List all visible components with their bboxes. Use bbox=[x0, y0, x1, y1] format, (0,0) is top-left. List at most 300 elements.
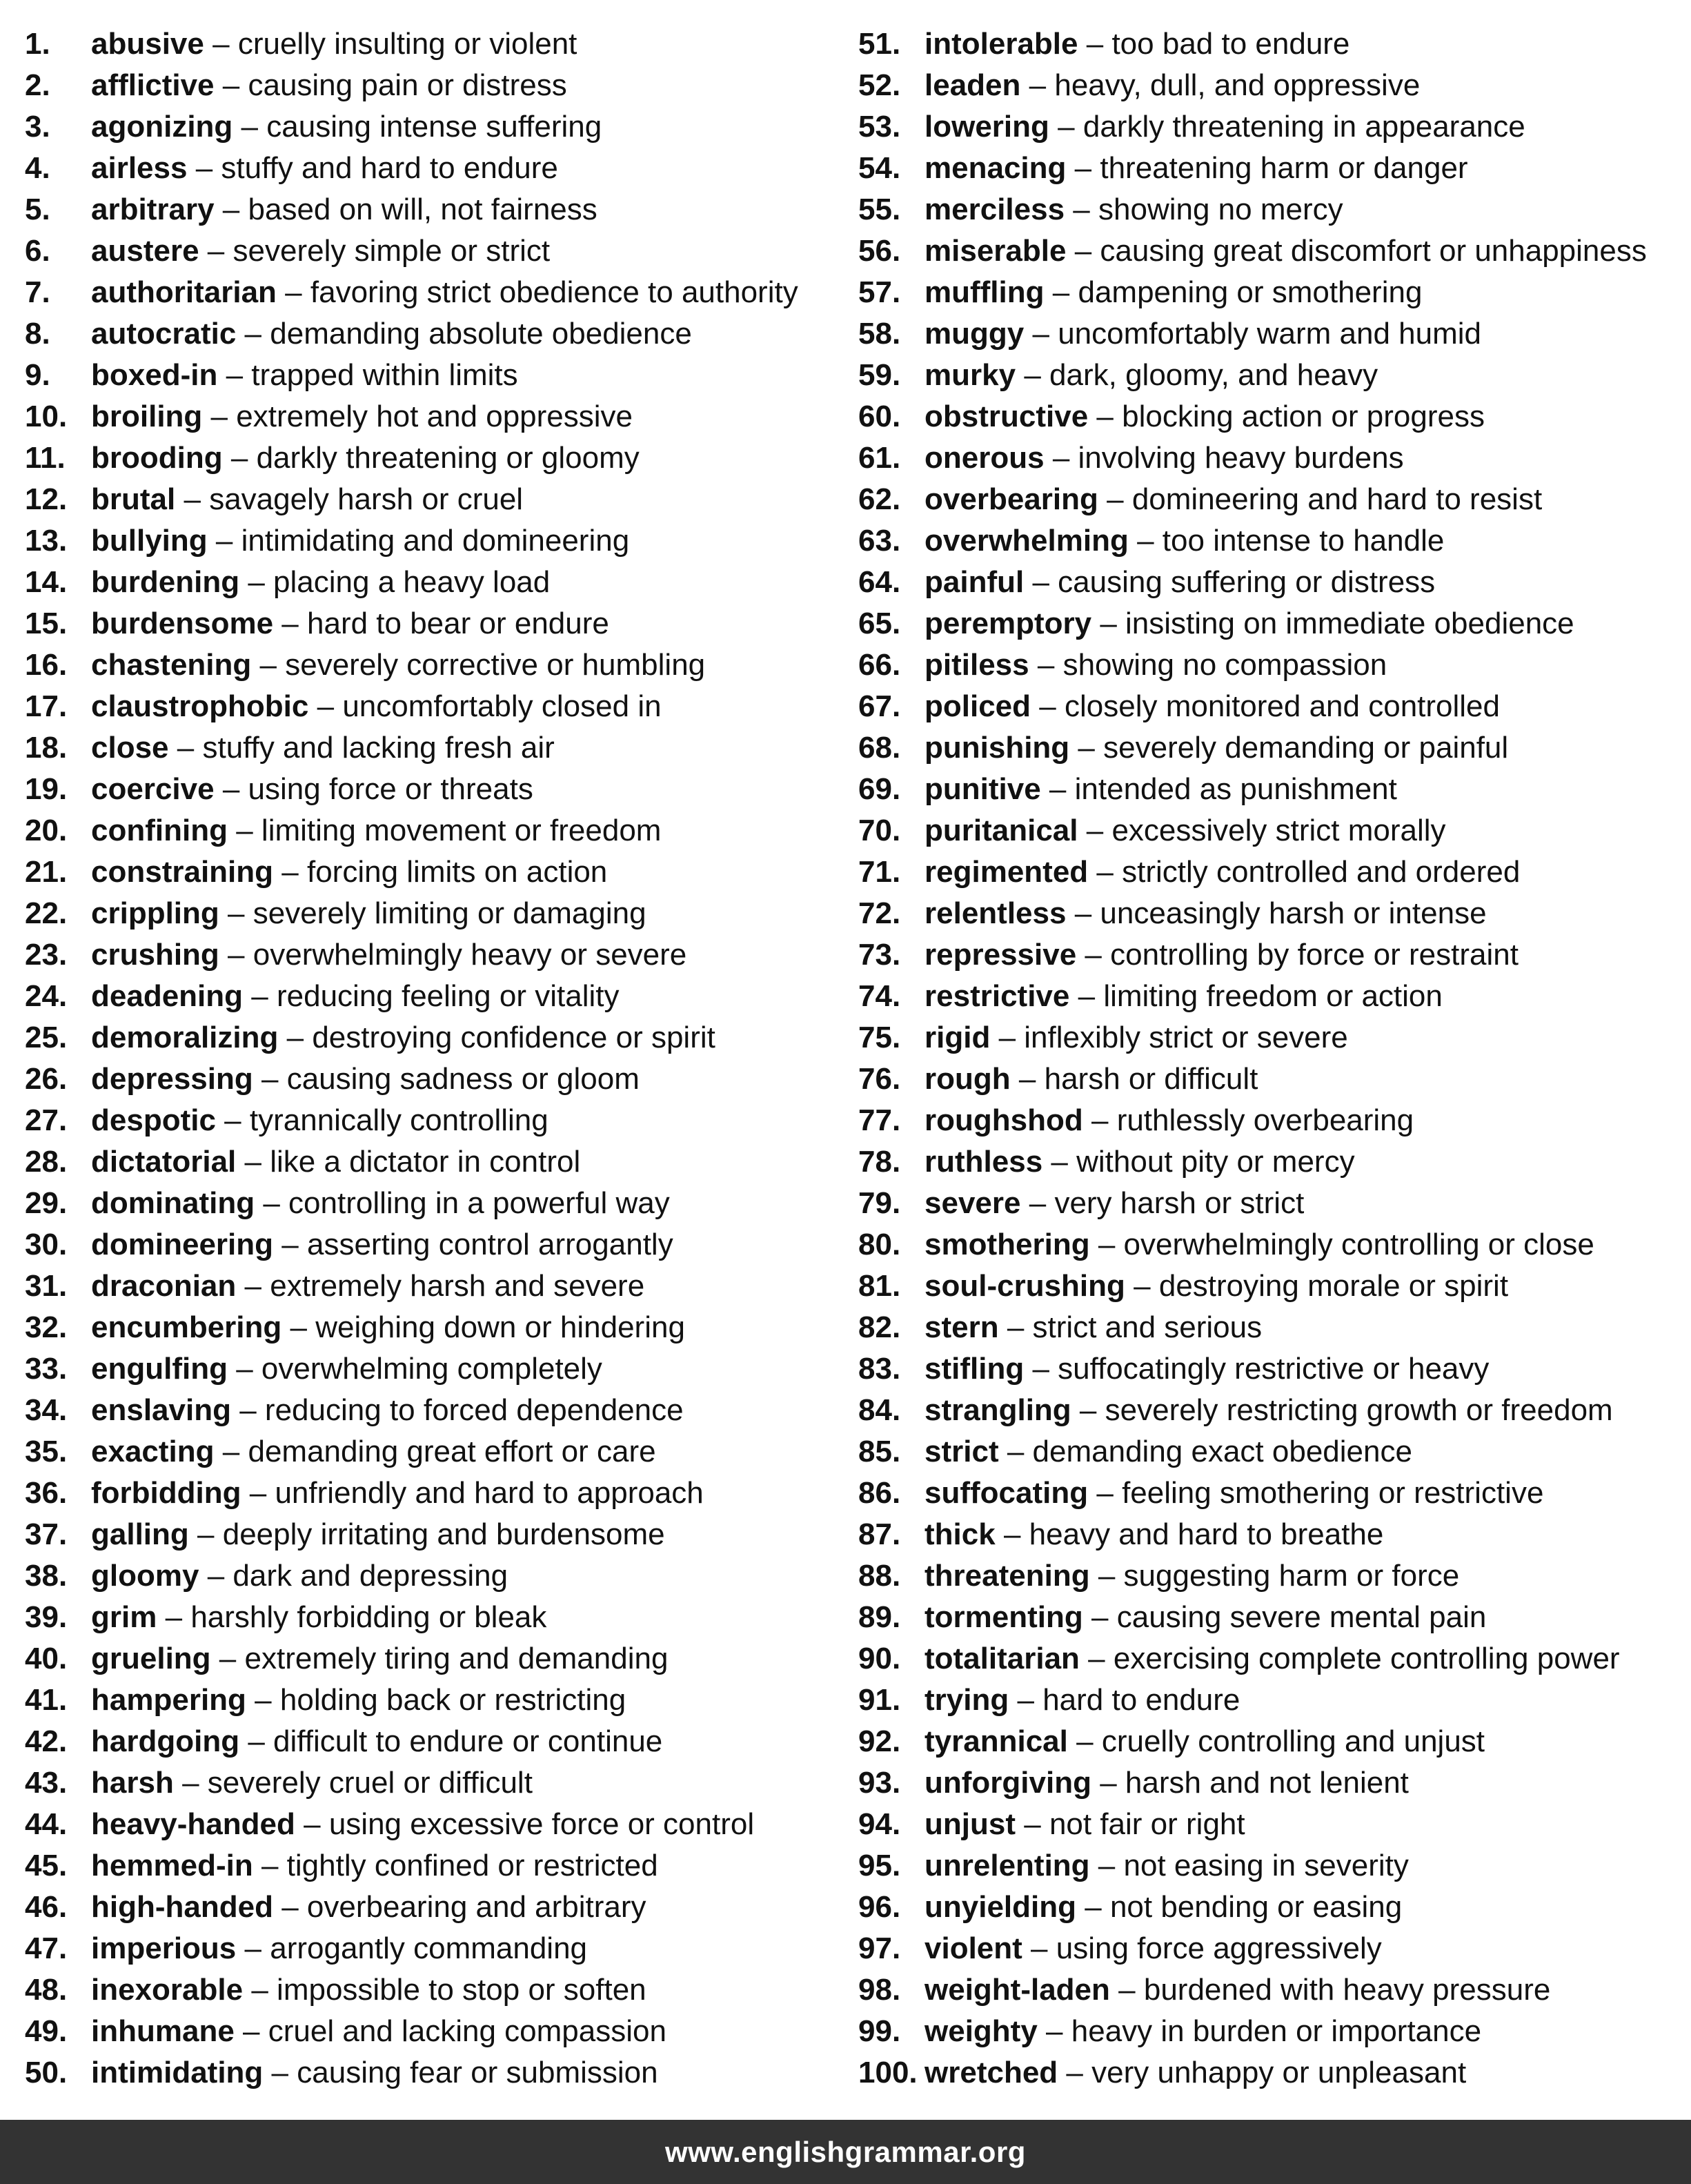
entry-definition: overbearing and arbitrary bbox=[306, 1890, 646, 1924]
entry-separator: – bbox=[1078, 979, 1096, 1013]
entry-word: strangling bbox=[924, 1393, 1071, 1427]
entry-separator: – bbox=[219, 1642, 237, 1675]
entry-word: chastening bbox=[91, 648, 252, 682]
entry-word: brooding bbox=[91, 441, 223, 475]
entry-separator: – bbox=[228, 896, 245, 930]
entry-separator: – bbox=[222, 193, 240, 226]
entry-definition: savagely harsh or cruel bbox=[209, 482, 524, 516]
entry-word: engulfing bbox=[91, 1352, 228, 1386]
entry-word: obstructive bbox=[924, 400, 1089, 433]
list-item bbox=[25, 893, 853, 934]
entry-word: grim bbox=[91, 1600, 157, 1634]
entry-separator: – bbox=[263, 1186, 280, 1220]
entry-definition: tightly confined or restricted bbox=[286, 1849, 658, 1882]
entry-separator: – bbox=[210, 400, 228, 433]
entry-number: 37. bbox=[25, 1517, 68, 1551]
entry-number: 47. bbox=[25, 1931, 68, 1965]
entry-number: 44. bbox=[25, 1807, 68, 1841]
entry-number: 35. bbox=[25, 1435, 68, 1468]
list-item bbox=[858, 1473, 1686, 1514]
list-item bbox=[858, 1638, 1686, 1680]
entry-number: 50. bbox=[25, 2056, 68, 2089]
entry-word: unjust bbox=[924, 1807, 1016, 1841]
entry-word: repressive bbox=[924, 938, 1077, 972]
list-item bbox=[25, 976, 853, 1017]
entry-separator: – bbox=[261, 1062, 279, 1096]
list-item bbox=[858, 686, 1686, 727]
entry-word: airless bbox=[91, 151, 188, 185]
entry-definition: severely restricting growth or freedom bbox=[1105, 1393, 1613, 1427]
entry-number: 1. bbox=[25, 27, 50, 61]
list-item bbox=[858, 520, 1686, 562]
entry-word: restrictive bbox=[924, 979, 1070, 1013]
entry-definition: harsh or difficult bbox=[1044, 1062, 1258, 1096]
entry-number: 6. bbox=[25, 234, 50, 268]
entry-definition: causing intense suffering bbox=[266, 110, 602, 144]
entry-word: despotic bbox=[91, 1103, 216, 1137]
list-item bbox=[25, 769, 853, 810]
list-item bbox=[25, 934, 853, 976]
entry-number: 77. bbox=[858, 1103, 901, 1137]
entry-number: 32. bbox=[25, 1310, 68, 1344]
entry-separator: – bbox=[222, 772, 240, 806]
entry-separator: – bbox=[271, 2056, 289, 2089]
entry-separator: – bbox=[1098, 1228, 1116, 1261]
entry-word: agonizing bbox=[91, 110, 233, 144]
entry-word: crippling bbox=[91, 896, 219, 930]
entry-number: 17. bbox=[25, 689, 68, 723]
entry-separator: – bbox=[215, 524, 233, 558]
entry-definition: uncomfortably closed in bbox=[342, 689, 662, 723]
entry-separator: – bbox=[207, 1559, 225, 1593]
entry-number: 87. bbox=[858, 1517, 901, 1551]
entry-definition: darkly threatening in appearance bbox=[1082, 110, 1525, 144]
entry-number: 74. bbox=[858, 979, 901, 1013]
entry-definition: without pity or mercy bbox=[1076, 1145, 1355, 1179]
entry-word: unforgiving bbox=[924, 1766, 1091, 1800]
entry-definition: strict and serious bbox=[1032, 1310, 1263, 1344]
entry-number: 22. bbox=[25, 896, 68, 930]
entry-separator: – bbox=[236, 814, 253, 847]
list-item bbox=[858, 645, 1686, 686]
entry-separator: – bbox=[1031, 1931, 1048, 1965]
entry-definition: demanding absolute obedience bbox=[270, 317, 692, 351]
list-item bbox=[25, 1845, 853, 1887]
entry-definition: uncomfortably warm and humid bbox=[1058, 317, 1482, 351]
entry-definition: unceasingly harsh or intense bbox=[1100, 896, 1487, 930]
footer-url[interactable]: www.englishgrammar.org bbox=[665, 2135, 1026, 2168]
entry-separator: – bbox=[1017, 1683, 1034, 1717]
entry-definition: destroying morale or spirit bbox=[1158, 1269, 1509, 1303]
entry-number: 14. bbox=[25, 565, 68, 599]
entry-separator: – bbox=[1074, 896, 1092, 930]
list-item bbox=[25, 313, 853, 355]
list-item bbox=[858, 396, 1686, 437]
entry-separator: – bbox=[1007, 1435, 1025, 1468]
entry-word: domineering bbox=[91, 1228, 274, 1261]
entry-definition: threatening harm or danger bbox=[1100, 151, 1468, 185]
list-item bbox=[25, 1597, 853, 1638]
entry-number: 59. bbox=[858, 358, 901, 392]
entry-definition: using excessive force or control bbox=[328, 1807, 755, 1841]
entry-separator: – bbox=[165, 1600, 183, 1634]
list-item bbox=[858, 852, 1686, 893]
entry-definition: controlling in a powerful way bbox=[288, 1186, 670, 1220]
entry-definition: severely corrective or humbling bbox=[285, 648, 706, 682]
entry-number: 66. bbox=[858, 648, 901, 682]
entry-separator: – bbox=[1049, 772, 1067, 806]
list-item bbox=[858, 1059, 1686, 1100]
entry-number: 38. bbox=[25, 1559, 68, 1593]
entry-number: 55. bbox=[858, 193, 901, 226]
entry-separator: – bbox=[1078, 731, 1095, 765]
list-item bbox=[25, 437, 853, 479]
list-item bbox=[858, 1307, 1686, 1348]
entry-separator: – bbox=[290, 1310, 307, 1344]
entry-word: burdening bbox=[91, 565, 240, 599]
entry-definition: tyrannically controlling bbox=[249, 1103, 548, 1137]
entry-word: arbitrary bbox=[91, 193, 215, 226]
entry-word: draconian bbox=[91, 1269, 237, 1303]
entry-separator: – bbox=[1076, 1724, 1094, 1758]
entry-number: 72. bbox=[858, 896, 901, 930]
entry-number: 68. bbox=[858, 731, 901, 765]
entry-word: exacting bbox=[91, 1435, 215, 1468]
entry-separator: – bbox=[241, 110, 259, 144]
entry-number: 84. bbox=[858, 1393, 901, 1427]
entry-word: constraining bbox=[91, 855, 274, 889]
entry-definition: showing no compassion bbox=[1062, 648, 1387, 682]
entry-number: 12. bbox=[25, 482, 68, 516]
entry-number: 16. bbox=[25, 648, 68, 682]
entry-definition: severely demanding or painful bbox=[1103, 731, 1509, 765]
entry-definition: closely monitored and controlled bbox=[1064, 689, 1501, 723]
entry-separator: – bbox=[281, 855, 299, 889]
entry-word: violent bbox=[924, 1931, 1022, 1965]
list-item bbox=[858, 934, 1686, 976]
list-item bbox=[858, 230, 1686, 272]
entry-word: stifling bbox=[924, 1352, 1025, 1386]
entry-separator: – bbox=[281, 1890, 299, 1924]
entry-word: authoritarian bbox=[91, 275, 277, 309]
entry-word: thick bbox=[924, 1517, 996, 1551]
entry-word: smothering bbox=[924, 1228, 1090, 1261]
list-item bbox=[25, 562, 853, 603]
entry-separator: – bbox=[222, 68, 240, 102]
entry-word: hardgoing bbox=[91, 1724, 240, 1758]
entry-number: 65. bbox=[858, 607, 901, 640]
list-item bbox=[25, 1473, 853, 1514]
list-item bbox=[25, 1804, 853, 1845]
entry-number: 13. bbox=[25, 524, 68, 558]
list-item bbox=[25, 1390, 853, 1431]
word-list-column-right bbox=[858, 23, 1686, 2094]
entry-definition: reducing feeling or vitality bbox=[276, 979, 620, 1013]
entry-separator: – bbox=[1029, 1186, 1047, 1220]
entry-definition: intimidating and domineering bbox=[241, 524, 630, 558]
list-item bbox=[858, 65, 1686, 106]
list-item bbox=[858, 437, 1686, 479]
list-item bbox=[25, 1017, 853, 1059]
word-list-column-left bbox=[25, 23, 853, 2094]
list-item bbox=[858, 1804, 1686, 1845]
entry-definition: trapped within limits bbox=[251, 358, 518, 392]
entry-separator: – bbox=[286, 1021, 304, 1054]
entry-definition: causing severe mental pain bbox=[1116, 1600, 1487, 1634]
list-item bbox=[858, 1597, 1686, 1638]
entry-number: 60. bbox=[858, 400, 901, 433]
entry-separator: – bbox=[248, 1724, 265, 1758]
entry-definition: severely cruel or difficult bbox=[207, 1766, 533, 1800]
entry-word: dictatorial bbox=[91, 1145, 237, 1179]
entry-separator: – bbox=[1100, 1766, 1117, 1800]
entry-definition: asserting control arrogantly bbox=[306, 1228, 673, 1261]
list-item bbox=[858, 1183, 1686, 1224]
entry-number: 54. bbox=[858, 151, 901, 185]
list-item bbox=[858, 1141, 1686, 1183]
entry-separator: – bbox=[998, 1021, 1016, 1054]
entry-word: austere bbox=[91, 234, 199, 268]
entry-separator: – bbox=[1052, 441, 1070, 475]
entry-definition: dark, gloomy, and heavy bbox=[1049, 358, 1378, 392]
entry-word: unrelenting bbox=[924, 1849, 1090, 1882]
entry-separator: – bbox=[1079, 1393, 1097, 1427]
entry-definition: based on will, not fairness bbox=[248, 193, 597, 226]
entry-word: inexorable bbox=[91, 1973, 244, 2007]
entry-definition: stuffy and lacking fresh air bbox=[202, 731, 555, 765]
entry-definition: ruthlessly overbearing bbox=[1116, 1103, 1414, 1137]
list-item bbox=[25, 1762, 853, 1804]
list-item bbox=[858, 1348, 1686, 1390]
entry-number: 62. bbox=[858, 482, 901, 516]
entry-definition: demanding great effort or care bbox=[248, 1435, 656, 1468]
entry-word: miserable bbox=[924, 234, 1067, 268]
entry-word: peremptory bbox=[924, 607, 1092, 640]
entry-separator: – bbox=[317, 689, 335, 723]
entry-separator: – bbox=[243, 2014, 260, 2048]
entry-definition: stuffy and hard to endure bbox=[221, 151, 558, 185]
entry-definition: dark and depressing bbox=[233, 1559, 508, 1593]
entry-separator: – bbox=[222, 1435, 240, 1468]
entry-definition: suffocatingly restrictive or heavy bbox=[1058, 1352, 1490, 1386]
entry-number: 9. bbox=[25, 358, 50, 392]
entry-number: 69. bbox=[858, 772, 901, 806]
list-item bbox=[25, 1514, 853, 1555]
entry-word: close bbox=[91, 731, 169, 765]
entry-word: intolerable bbox=[924, 27, 1078, 61]
list-item bbox=[25, 686, 853, 727]
list-item bbox=[25, 1348, 853, 1390]
entry-separator: – bbox=[1007, 1310, 1025, 1344]
entry-definition: not fair or right bbox=[1049, 1807, 1245, 1841]
list-item bbox=[858, 106, 1686, 148]
entry-definition: severely simple or strict bbox=[233, 234, 551, 268]
entry-word: wretched bbox=[924, 2056, 1058, 2089]
list-item bbox=[858, 810, 1686, 852]
entry-separator: – bbox=[1096, 855, 1114, 889]
entry-definition: not bending or easing bbox=[1109, 1890, 1403, 1924]
entry-definition: heavy and hard to breathe bbox=[1029, 1517, 1384, 1551]
entry-separator: – bbox=[1029, 68, 1047, 102]
entry-definition: overwhelmingly controlling or close bbox=[1123, 1228, 1594, 1261]
list-item bbox=[25, 1638, 853, 1680]
list-item bbox=[25, 2011, 853, 2052]
entry-separator: – bbox=[1137, 524, 1154, 558]
entry-separator: – bbox=[1098, 1559, 1116, 1593]
entry-word: crushing bbox=[91, 938, 219, 972]
entry-number: 82. bbox=[858, 1310, 901, 1344]
entry-separator: – bbox=[304, 1807, 321, 1841]
entry-separator: – bbox=[255, 1683, 272, 1717]
list-item bbox=[858, 1555, 1686, 1597]
entry-definition: limiting freedom or action bbox=[1103, 979, 1443, 1013]
entry-separator: – bbox=[1091, 1103, 1109, 1137]
entry-separator: – bbox=[212, 27, 230, 61]
entry-number: 81. bbox=[858, 1269, 901, 1303]
entry-number: 94. bbox=[858, 1807, 901, 1841]
list-item bbox=[25, 1969, 853, 2011]
entry-definition: harsh and not lenient bbox=[1125, 1766, 1409, 1800]
entry-number: 70. bbox=[858, 814, 901, 847]
entry-number: 36. bbox=[25, 1476, 68, 1510]
list-item bbox=[858, 562, 1686, 603]
entry-word: intimidating bbox=[91, 2056, 264, 2089]
entry-word: gloomy bbox=[91, 1559, 199, 1593]
list-item bbox=[858, 1721, 1686, 1762]
entry-number: 97. bbox=[858, 1931, 901, 1965]
entry-definition: cruelly insulting or violent bbox=[237, 27, 577, 61]
entry-definition: burdened with heavy pressure bbox=[1143, 1973, 1551, 2007]
entry-separator: – bbox=[244, 317, 262, 351]
entry-definition: severely limiting or damaging bbox=[253, 896, 646, 930]
list-item bbox=[858, 1390, 1686, 1431]
entry-number: 5. bbox=[25, 193, 50, 226]
entry-number: 78. bbox=[858, 1145, 901, 1179]
list-item bbox=[25, 1100, 853, 1141]
entry-word: unyielding bbox=[924, 1890, 1076, 1924]
footer-bar bbox=[0, 2120, 1691, 2184]
entry-number: 95. bbox=[858, 1849, 901, 1882]
entry-definition: strictly controlled and ordered bbox=[1122, 855, 1521, 889]
entry-word: weighty bbox=[924, 2014, 1038, 2048]
entry-separator: – bbox=[1032, 317, 1049, 351]
entry-separator: – bbox=[228, 938, 245, 972]
list-item bbox=[858, 1100, 1686, 1141]
entry-definition: involving heavy burdens bbox=[1078, 441, 1404, 475]
entry-definition: extremely harsh and severe bbox=[270, 1269, 645, 1303]
list-item bbox=[858, 1969, 1686, 2011]
list-item bbox=[25, 1721, 853, 1762]
entry-word: roughshod bbox=[924, 1103, 1083, 1137]
entry-definition: very harsh or strict bbox=[1054, 1186, 1305, 1220]
entry-number: 40. bbox=[25, 1642, 68, 1675]
entry-separator: – bbox=[1100, 607, 1117, 640]
entry-number: 56. bbox=[858, 234, 901, 268]
entry-separator: – bbox=[244, 1145, 261, 1179]
entry-definition: using force aggressively bbox=[1056, 1931, 1382, 1965]
list-item bbox=[858, 603, 1686, 645]
list-item bbox=[25, 479, 853, 520]
list-item bbox=[858, 893, 1686, 934]
entry-word: severe bbox=[924, 1186, 1021, 1220]
entry-definition: harshly forbidding or bleak bbox=[190, 1600, 547, 1634]
entry-number: 23. bbox=[25, 938, 68, 972]
list-item bbox=[858, 479, 1686, 520]
list-item bbox=[25, 645, 853, 686]
entry-word: brutal bbox=[91, 482, 176, 516]
entry-definition: demanding exact obedience bbox=[1032, 1435, 1412, 1468]
list-item bbox=[25, 272, 853, 313]
entry-definition: arrogantly commanding bbox=[270, 1931, 588, 1965]
list-item bbox=[25, 1266, 853, 1307]
entry-separator: – bbox=[1066, 2056, 1083, 2089]
list-item bbox=[858, 313, 1686, 355]
entry-word: pitiless bbox=[924, 648, 1029, 682]
entry-separator: – bbox=[230, 441, 248, 475]
entry-word: merciless bbox=[924, 193, 1065, 226]
entry-separator: – bbox=[251, 1973, 268, 2007]
entry-word: imperious bbox=[91, 1931, 237, 1965]
entry-word: strict bbox=[924, 1435, 999, 1468]
entry-separator: – bbox=[195, 151, 213, 185]
entry-separator: – bbox=[1024, 358, 1041, 392]
entry-word: weight-laden bbox=[924, 1973, 1110, 2007]
entry-definition: very unhappy or unpleasant bbox=[1091, 2056, 1467, 2089]
entry-word: policed bbox=[924, 689, 1031, 723]
entry-word: onerous bbox=[924, 441, 1045, 475]
list-item bbox=[858, 1266, 1686, 1307]
list-item bbox=[858, 1762, 1686, 1804]
entry-word: overwhelming bbox=[924, 524, 1129, 558]
entry-separator: – bbox=[285, 275, 302, 309]
entry-separator: – bbox=[1086, 27, 1104, 61]
entry-definition: too intense to handle bbox=[1162, 524, 1445, 558]
entry-number: 89. bbox=[858, 1600, 901, 1634]
entry-word: stern bbox=[924, 1310, 999, 1344]
entry-number: 27. bbox=[25, 1103, 68, 1137]
list-item bbox=[858, 1887, 1686, 1928]
entry-separator: – bbox=[1003, 1517, 1021, 1551]
list-item bbox=[858, 1431, 1686, 1473]
list-item bbox=[858, 727, 1686, 769]
entry-separator: – bbox=[281, 1228, 299, 1261]
list-item bbox=[25, 603, 853, 645]
entry-word: encumbering bbox=[91, 1310, 282, 1344]
list-item bbox=[25, 1141, 853, 1183]
list-item bbox=[25, 1680, 853, 1721]
entry-separator: – bbox=[1118, 1973, 1136, 2007]
entry-number: 33. bbox=[25, 1352, 68, 1386]
entry-separator: – bbox=[224, 1103, 241, 1137]
entry-number: 46. bbox=[25, 1890, 68, 1924]
list-item bbox=[25, 355, 853, 396]
entry-definition: domineering and hard to resist bbox=[1131, 482, 1543, 516]
entry-definition: controlling by force or restraint bbox=[1110, 938, 1519, 972]
entry-word: abusive bbox=[91, 27, 204, 61]
list-item bbox=[25, 852, 853, 893]
entry-number: 57. bbox=[858, 275, 901, 309]
entry-definition: causing suffering or distress bbox=[1058, 565, 1436, 599]
entry-number: 51. bbox=[858, 27, 901, 61]
entry-number: 31. bbox=[25, 1269, 68, 1303]
entry-number: 88. bbox=[858, 1559, 901, 1593]
entry-number: 96. bbox=[858, 1890, 901, 1924]
entry-word: enslaving bbox=[91, 1393, 231, 1427]
list-item bbox=[25, 148, 853, 189]
entry-number: 15. bbox=[25, 607, 68, 640]
entry-word: demoralizing bbox=[91, 1021, 279, 1054]
entry-number: 30. bbox=[25, 1228, 68, 1261]
